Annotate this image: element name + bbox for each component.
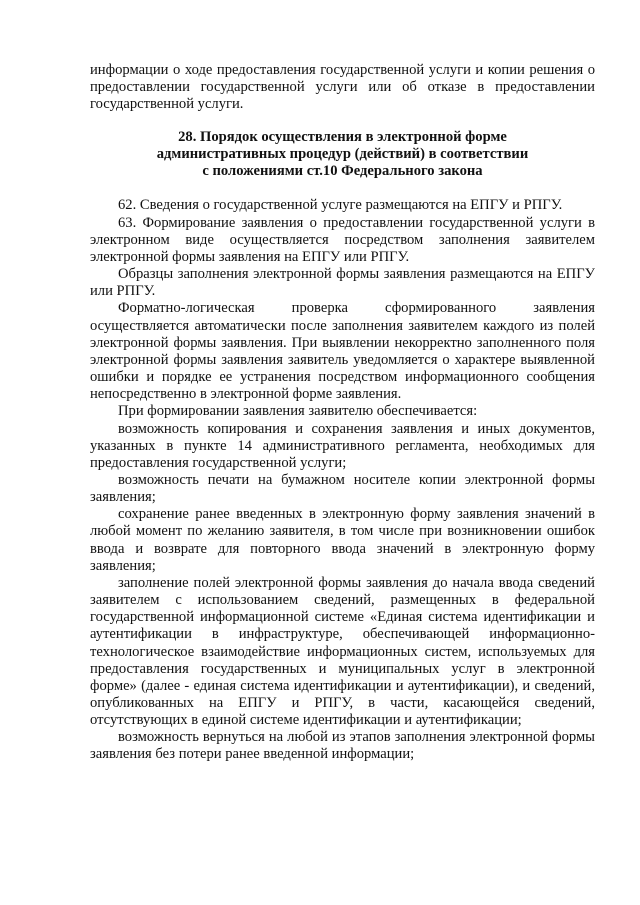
section-heading xyxy=(90,129,595,180)
paragraph-validation: Форматно-логическая проверка сформированного заявления осуществляется автоматически после заполнения заявителем каждого из полей электронной формы заявления. При выявлении некорректно заполненного поля электронной формы заявления заявитель уведомляется о характере выявленной ошибки и порядке ее устранения посредством информационного сообщения непосредственно в электронной форме заявления. xyxy=(90,300,595,403)
list-item-print: возможность печати на бумажном носителе копии электронной формы заявления; xyxy=(90,471,595,506)
section-heading-line-2: административных процедур (действий) в соответствии xyxy=(156,146,529,163)
list-item-return: возможность вернуться на любой из этапов заполнения электронной формы заявления без потери ранее введенной информации; xyxy=(90,729,595,763)
intro-paragraph: информации о ходе предоставления государственной услуги и копии решения о предоставлении государственной услуги или об отказе в предоставлении государственной услуги. xyxy=(90,62,595,113)
paragraph-62: 62. Сведения о государственной услуге размещаются на ЕПГУ и РПГУ. xyxy=(118,197,563,214)
section-heading-line-1: 28. Порядок осуществления в электронной форме xyxy=(178,129,507,146)
paragraph-provisions-intro: При формировании заявления заявителю обеспечивается: xyxy=(118,403,478,420)
paragraph-63: 63. Формирование заявления о предоставлении государственной услуги в электронном виде осуществляется посредством заполнения заявителем электронной формы заявления на ЕПГУ или РПГУ. xyxy=(90,214,595,265)
paragraph-samples: Образцы заполнения электронной формы заявления размещаются на ЕПГУ или РПГУ. xyxy=(90,266,595,300)
document-page xyxy=(90,62,595,764)
section-heading-line-3: с положениями ст.10 Федерального закона xyxy=(202,163,483,180)
list-item-prefill: заполнение полей электронной формы заявления до начала ввода сведений заявителем с использованием сведений, размещенных в федеральной государственной информационной системе «Единая система идентификации и аутентификации в инфраструктуре, обеспечивающей информационно-технологическое взаимодействие информационных систем, используемых для предоставления государственных и муниципальных услуг в электронной форме» (далее - единая система идентификации и аутентификации), и сведений, опубликованных на ЕПГУ и РПГУ, в части, касающейся сведений, отсутствующих в единой системе идентификации и аутентификации; xyxy=(90,574,595,729)
list-item-save-values: сохранение ранее введенных в электронную форму заявления значений в любой момент по желанию заявителя, в том числе при возникновении ошибок ввода и возврате для повторного ввода значений в электронную форму заявления; xyxy=(90,506,595,574)
list-item-copy-save: возможность копирования и сохранения заявления и иных документов, указанных в пункте 14 административного регламента, необходимых для предоставления государственной услуги; xyxy=(90,420,595,471)
